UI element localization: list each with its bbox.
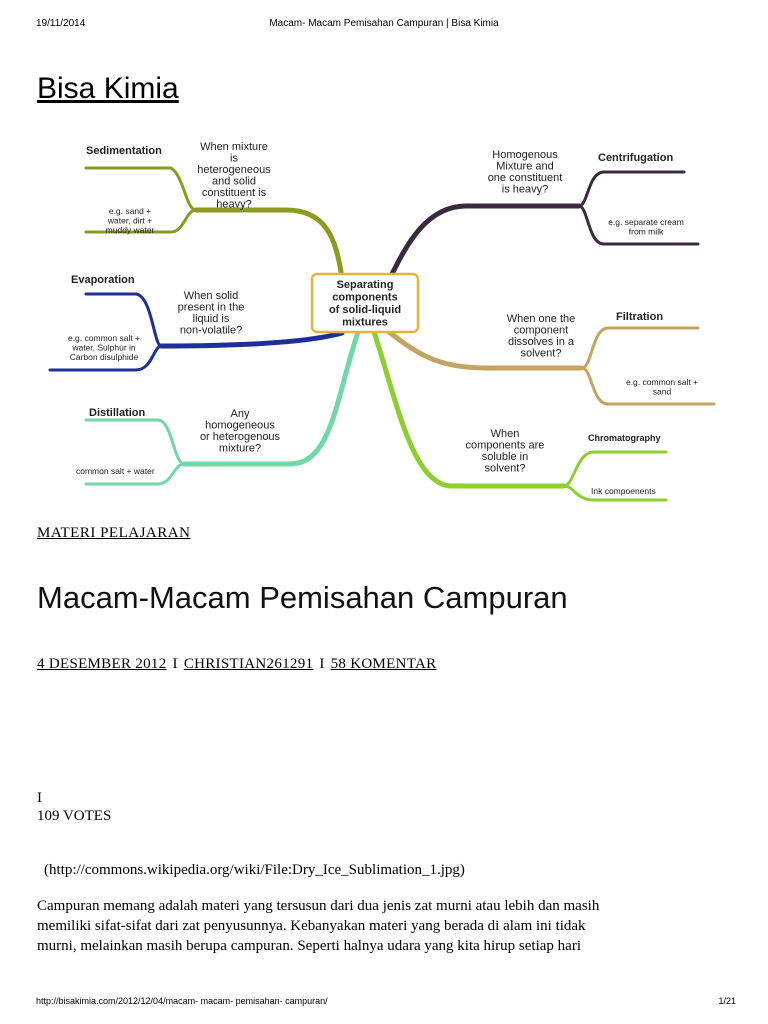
centrifugation-question: is heavy? xyxy=(501,183,549,196)
evaporation-question: non-volatile? xyxy=(179,324,243,337)
body-line: murni, melainkan masih berupa campuran. Seperti halnya udara yang kita hirup setiap hari xyxy=(37,938,581,954)
post-title: Macam-Macam Pemisahan Campuran xyxy=(37,580,568,615)
print-page-title: Macam- Macam Pemisahan Campuran | Bisa Kimia xyxy=(269,18,499,29)
site-title-link[interactable]: Bisa Kimia xyxy=(37,72,179,105)
mindmap-figure xyxy=(36,128,726,508)
sedimentation-example: muddy water xyxy=(105,225,155,235)
evaporation-question: present in the xyxy=(177,301,245,314)
distillation-question: homogeneous xyxy=(205,419,275,432)
chromatography-example: Ink compoenents xyxy=(591,486,656,496)
distillation-leaf-top xyxy=(86,420,184,464)
filtration-leaf-top xyxy=(582,328,698,368)
post-meta xyxy=(37,656,436,673)
distillation-question: mixture? xyxy=(218,442,262,455)
body-line: memiliki sifat-sifat dari zat penyusunnya. Kebanyakan materi yang berada di alam ini tidak xyxy=(37,918,586,934)
sedimentation-question: constituent is xyxy=(201,187,267,199)
filtration-example: sand xyxy=(652,386,672,397)
sedimentation-branch xyxy=(196,210,342,278)
author-link[interactable]: CHRISTIAN261291 xyxy=(183,656,314,672)
chromatography-question: solvent? xyxy=(484,462,526,475)
distillation-question: or heterogenous xyxy=(199,431,281,443)
filtration-title: Filtration xyxy=(616,311,664,323)
evaporation-example: water, Sulphur in xyxy=(72,342,136,353)
sedimentation-question: is xyxy=(230,152,238,165)
meta-separator: I xyxy=(319,656,325,672)
centrifugation-question: Homogenous xyxy=(492,149,558,161)
center-node-label: components xyxy=(332,291,398,304)
evaporation-example: Carbon disulphide xyxy=(69,352,139,362)
rating-widget[interactable]: I xyxy=(37,790,42,806)
centrifugation-example: e.g. separate cream xyxy=(608,217,684,227)
sedimentation-example: e.g. sand + xyxy=(108,206,152,216)
distillation-question: Any xyxy=(230,408,250,420)
centrifugation-title: Centrifugation xyxy=(598,152,674,164)
distillation-example: common salt + water xyxy=(76,466,155,476)
evaporation-title: Evaporation xyxy=(71,274,135,286)
filtration-question: dissolves in a xyxy=(507,336,575,348)
evaporation-question: liquid is xyxy=(192,313,230,325)
sedimentation-question: heterogeneous xyxy=(197,164,271,176)
evaporation-question: When solid xyxy=(183,290,239,302)
image-source-link[interactable]: (http://commons.wikipedia.org/wiki/File:Dry_Ice_Sublimation_1.jpg) xyxy=(44,862,465,878)
filtration-question: solvent? xyxy=(520,347,562,360)
chromatography-title: Chromatography xyxy=(588,433,661,443)
centrifugation-question: one constituent xyxy=(487,172,563,184)
distillation-title: Distillation xyxy=(89,407,146,419)
sedimentation-example: water, dirt + xyxy=(107,215,153,226)
filtration-question: When one the xyxy=(506,313,576,325)
chromatography-question: soluble in xyxy=(481,451,529,463)
print-date: 19/11/2014 xyxy=(36,18,86,29)
chromatography-question: When xyxy=(490,428,520,440)
distillation-branch xyxy=(184,332,358,464)
sedimentation-title: Sedimentation xyxy=(86,145,162,157)
print-url: http://bisakimia.com/2012/12/04/macam- macam- pemisahan- campuran/ xyxy=(36,996,328,1006)
chromatography-question: components are xyxy=(465,439,545,452)
sedimentation-question: and solid xyxy=(211,175,257,188)
chromatography-leaf-top xyxy=(564,452,666,486)
centrifugation-example: from milk xyxy=(628,226,664,237)
center-node-label: Separating xyxy=(336,279,394,291)
filtration-question: component xyxy=(513,324,569,337)
centrifugation-question: Mixture and xyxy=(496,160,554,173)
evaporation-example: e.g. common salt + xyxy=(67,333,141,343)
comments-link[interactable]: 58 KOMENTAR xyxy=(330,656,437,672)
center-node-label: mixtures xyxy=(342,316,388,329)
mindmap-labels xyxy=(68,141,698,496)
vote-count: 109 VOTES xyxy=(37,808,112,824)
centrifugation-branch xyxy=(391,206,579,276)
category-link[interactable]: MATERI PELAJARAN xyxy=(37,525,191,541)
sedimentation-leaf-top xyxy=(86,168,196,210)
print-page-number: 1/21 xyxy=(718,996,736,1006)
meta-separator: I xyxy=(172,656,178,672)
center-node-label: of solid-liquid xyxy=(328,304,402,316)
filtration-example: e.g. common salt + xyxy=(625,377,699,387)
sedimentation-question: When mixture xyxy=(200,141,268,153)
sedimentation-question: heavy? xyxy=(216,198,252,211)
body-line: Campuran memang adalah materi yang tersusun dari dua jenis zat murni atau lebih dan masih xyxy=(37,898,600,914)
post-date-link[interactable]: 4 DESEMBER 2012 xyxy=(37,656,167,672)
centrifugation-leaf-top xyxy=(579,172,684,206)
article-body xyxy=(37,896,737,956)
